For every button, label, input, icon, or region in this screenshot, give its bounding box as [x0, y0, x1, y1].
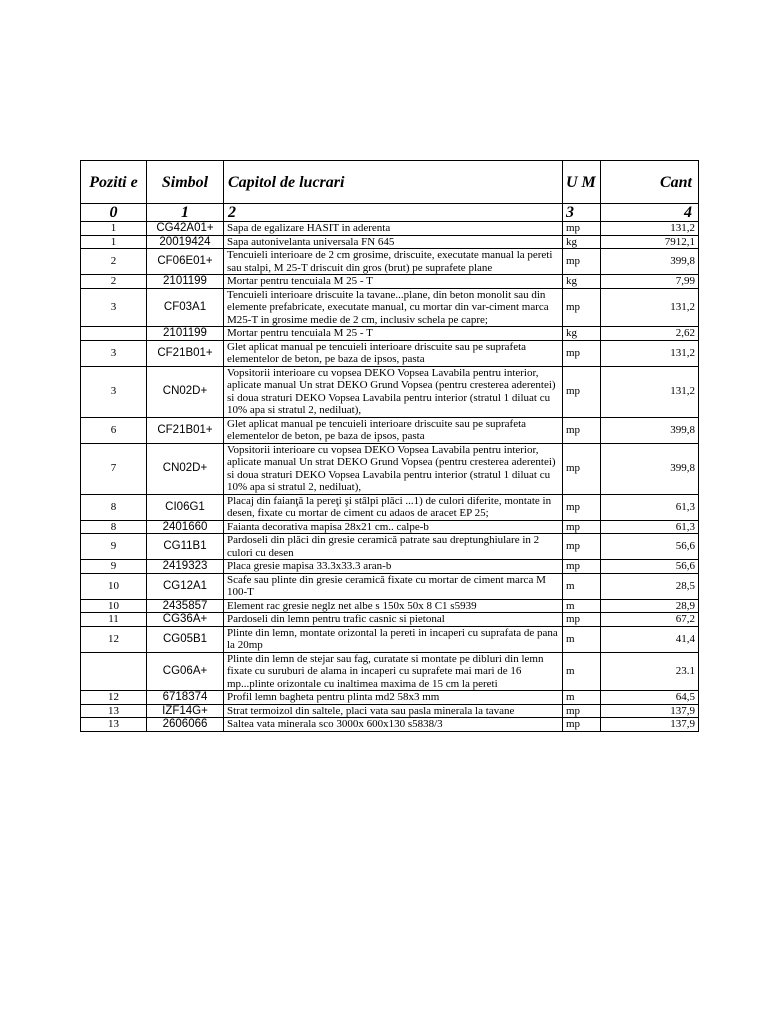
header-cant: Cant — [601, 161, 699, 204]
column-number: 0 — [81, 204, 147, 222]
description-cell: Faianta decorativa mapisa 28x21 cm.. calpe-b — [224, 520, 563, 534]
table-row — [81, 222, 699, 236]
description-cell: Placa gresie mapisa 33.3x33.3 aran-b — [224, 560, 563, 574]
quantity-cell: 7,99 — [601, 275, 699, 289]
unit-cell: mp — [563, 704, 601, 718]
symbol-cell: CF21B01+ — [147, 417, 224, 443]
quantity-cell: 131,2 — [601, 366, 699, 417]
position-cell: 13 — [81, 704, 147, 718]
quantity-cell: 23.1 — [601, 652, 699, 691]
unit-cell: m — [563, 599, 601, 613]
position-cell — [81, 327, 147, 341]
position-cell: 6 — [81, 417, 147, 443]
symbol-cell: CG36A+ — [147, 613, 224, 627]
description-cell: Sapa autonivelanta universala FN 645 — [224, 235, 563, 249]
quantity-cell: 137,9 — [601, 704, 699, 718]
description-cell: Sapa de egalizare HASIT in aderenta — [224, 222, 563, 236]
unit-cell: mp — [563, 249, 601, 275]
table-row — [81, 599, 699, 613]
symbol-cell: 2606066 — [147, 718, 224, 732]
symbol-cell: IZF14G+ — [147, 704, 224, 718]
works-table — [80, 160, 699, 732]
table-row — [81, 494, 699, 520]
table-row — [81, 652, 699, 691]
table-body — [81, 222, 699, 732]
position-cell: 9 — [81, 560, 147, 574]
symbol-cell: CG06A+ — [147, 652, 224, 691]
description-cell: Placaj din faianţă la pereţi şi stâlpi plăci ...1) de culori diferite, montate in desen, fixate cu mortar de ciment cu adaos de aracet EP 25; — [224, 494, 563, 520]
table-row — [81, 560, 699, 574]
unit-cell: m — [563, 626, 601, 652]
quantity-cell: 61,3 — [601, 520, 699, 534]
quantity-cell: 399,8 — [601, 443, 699, 494]
unit-cell: mp — [563, 366, 601, 417]
description-cell: Glet aplicat manual pe tencuieli interioare driscuite sau pe suprafeta elementelor de beton, pe baza de ipsos, pasta — [224, 417, 563, 443]
unit-cell: kg — [563, 235, 601, 249]
unit-cell: mp — [563, 613, 601, 627]
quantity-cell: 399,8 — [601, 249, 699, 275]
position-cell: 3 — [81, 340, 147, 366]
symbol-cell: 6718374 — [147, 691, 224, 705]
unit-cell: mp — [563, 417, 601, 443]
column-number: 1 — [147, 204, 224, 222]
description-cell: Tencuieli interioare de 2 cm grosime, driscuite, executate manual la pereti sau stalpi, M 25-T driscuit din gros (brut) pe suprafete plane — [224, 249, 563, 275]
table-row — [81, 366, 699, 417]
header-row — [81, 161, 699, 204]
table-row — [81, 704, 699, 718]
column-number: 3 — [563, 204, 601, 222]
position-cell: 8 — [81, 520, 147, 534]
position-cell: 12 — [81, 691, 147, 705]
position-cell: 10 — [81, 573, 147, 599]
symbol-cell: CG05B1 — [147, 626, 224, 652]
position-cell: 9 — [81, 534, 147, 560]
position-cell: 8 — [81, 494, 147, 520]
table-row — [81, 534, 699, 560]
unit-cell: m — [563, 573, 601, 599]
position-cell: 13 — [81, 718, 147, 732]
table-row — [81, 417, 699, 443]
position-cell — [81, 652, 147, 691]
description-cell: Mortar pentru tencuiala M 25 - T — [224, 327, 563, 341]
description-cell: Vopsitorii interioare cu vopsea DEKO Vopsea Lavabila pentru interior, aplicate manual Un strat DEKO Grund Vopsea (pentru cresterea aderentei) si doua straturi DEKO Vopsea Lavabila pentru interior (stratul 1 diluat cu 10% apa si stratul 2, nediluat), — [224, 366, 563, 417]
symbol-cell: CF03A1 — [147, 288, 224, 327]
position-cell: 1 — [81, 235, 147, 249]
description-cell: Strat termoizol din saltele, placi vata sau pasla minerala la tavane — [224, 704, 563, 718]
unit-cell: mp — [563, 494, 601, 520]
symbol-cell: CG12A1 — [147, 573, 224, 599]
symbol-cell: 2419323 — [147, 560, 224, 574]
position-cell: 7 — [81, 443, 147, 494]
symbol-cell: CF21B01+ — [147, 340, 224, 366]
header-um: U M — [563, 161, 601, 204]
quantity-cell: 131,2 — [601, 340, 699, 366]
table-row — [81, 275, 699, 289]
position-cell: 12 — [81, 626, 147, 652]
table-row — [81, 288, 699, 327]
position-cell: 1 — [81, 222, 147, 236]
description-cell: Glet aplicat manual pe tencuieli interioare driscuite sau pe suprafeta elementelor de beton, pe baza de ipsos, pasta — [224, 340, 563, 366]
quantity-cell: 2,62 — [601, 327, 699, 341]
table-row — [81, 718, 699, 732]
symbol-cell: 2101199 — [147, 327, 224, 341]
symbol-cell: CF06E01+ — [147, 249, 224, 275]
symbol-cell: 20019424 — [147, 235, 224, 249]
quantity-cell: 137,9 — [601, 718, 699, 732]
symbol-cell: CN02D+ — [147, 366, 224, 417]
position-cell: 2 — [81, 275, 147, 289]
symbol-cell: 2401660 — [147, 520, 224, 534]
unit-cell: mp — [563, 560, 601, 574]
symbol-cell: CI06G1 — [147, 494, 224, 520]
description-cell: Pardoseli din plăci din gresie ceramică patrate sau dreptunghiulare in 2 culori cu desen — [224, 534, 563, 560]
quantity-cell: 28,9 — [601, 599, 699, 613]
table-row — [81, 327, 699, 341]
unit-cell: kg — [563, 275, 601, 289]
column-number: 4 — [601, 204, 699, 222]
quantity-cell: 61,3 — [601, 494, 699, 520]
unit-cell: mp — [563, 340, 601, 366]
position-cell: 2 — [81, 249, 147, 275]
position-cell: 3 — [81, 366, 147, 417]
column-number: 2 — [224, 204, 563, 222]
unit-cell: mp — [563, 443, 601, 494]
table-row — [81, 340, 699, 366]
unit-cell: kg — [563, 327, 601, 341]
table-row — [81, 520, 699, 534]
header-pozitie: Poziti e — [81, 161, 147, 204]
description-cell: Tencuieli interioare driscuite la tavane...plane, din beton monolit sau din elemente prefabricate, executate manual, cu mortar din var-ciment marca M25-T in grosime medie de 2 cm, inclusiv schela pe capre; — [224, 288, 563, 327]
symbol-cell: CG42A01+ — [147, 222, 224, 236]
quantity-cell: 399,8 — [601, 417, 699, 443]
description-cell: Mortar pentru tencuiala M 25 - T — [224, 275, 563, 289]
unit-cell: m — [563, 652, 601, 691]
description-cell: Scafe sau plinte din gresie ceramică fixate cu mortar de ciment marca M 100-T — [224, 573, 563, 599]
table-row — [81, 235, 699, 249]
description-cell: Profil lemn bagheta pentru plinta md2 58x3 mm — [224, 691, 563, 705]
description-cell: Pardoseli din lemn pentru trafic casnic si pietonal — [224, 613, 563, 627]
table-row — [81, 626, 699, 652]
unit-cell: mp — [563, 520, 601, 534]
table-row — [81, 249, 699, 275]
quantity-cell: 56,6 — [601, 560, 699, 574]
table-row — [81, 691, 699, 705]
unit-cell: mp — [563, 288, 601, 327]
position-cell: 11 — [81, 613, 147, 627]
description-cell: Plinte din lemn, montate orizontal la pereti in incaperi cu suprafata de pana la 20mp — [224, 626, 563, 652]
header-simbol: Simbol — [147, 161, 224, 204]
description-cell: Vopsitorii interioare cu vopsea DEKO Vopsea Lavabila pentru interior, aplicate manual Un strat DEKO Grund Vopsea (pentru cresterea aderentei) si doua straturi DEKO Vopsea Lavabila pentru interior (stratul 1 diluat cu 10% apa si stratul 2, nediluat), — [224, 443, 563, 494]
quantity-cell: 56,6 — [601, 534, 699, 560]
symbol-cell: CN02D+ — [147, 443, 224, 494]
unit-cell: mp — [563, 718, 601, 732]
quantity-cell: 64,5 — [601, 691, 699, 705]
table-row — [81, 613, 699, 627]
position-cell: 3 — [81, 288, 147, 327]
quantity-cell: 131,2 — [601, 288, 699, 327]
symbol-cell: 2101199 — [147, 275, 224, 289]
column-number-row — [81, 204, 699, 222]
symbol-cell: 2435857 — [147, 599, 224, 613]
unit-cell: mp — [563, 222, 601, 236]
position-cell: 10 — [81, 599, 147, 613]
quantity-cell: 28,5 — [601, 573, 699, 599]
symbol-cell: CG11B1 — [147, 534, 224, 560]
unit-cell: m — [563, 691, 601, 705]
unit-cell: mp — [563, 534, 601, 560]
table-row — [81, 443, 699, 494]
quantity-cell: 67,2 — [601, 613, 699, 627]
description-cell: Element rac gresie neglz net albe s 150x 50x 8 C1 s5939 — [224, 599, 563, 613]
table-row — [81, 573, 699, 599]
description-cell: Plinte din lemn de stejar sau fag, curatate si montate pe dibluri din lemn fixate cu suruburi de alama in incaperi cu suprafete mai mari de 16 mp...plinte orizontale cu inaltimea maxima de 15 cm la pereti — [224, 652, 563, 691]
quantity-cell: 41,4 — [601, 626, 699, 652]
header-capitol: Capitol de lucrari — [224, 161, 563, 204]
quantity-cell: 7912,1 — [601, 235, 699, 249]
description-cell: Saltea vata minerala sco 3000x 600x130 s5838/3 — [224, 718, 563, 732]
quantity-cell: 131,2 — [601, 222, 699, 236]
